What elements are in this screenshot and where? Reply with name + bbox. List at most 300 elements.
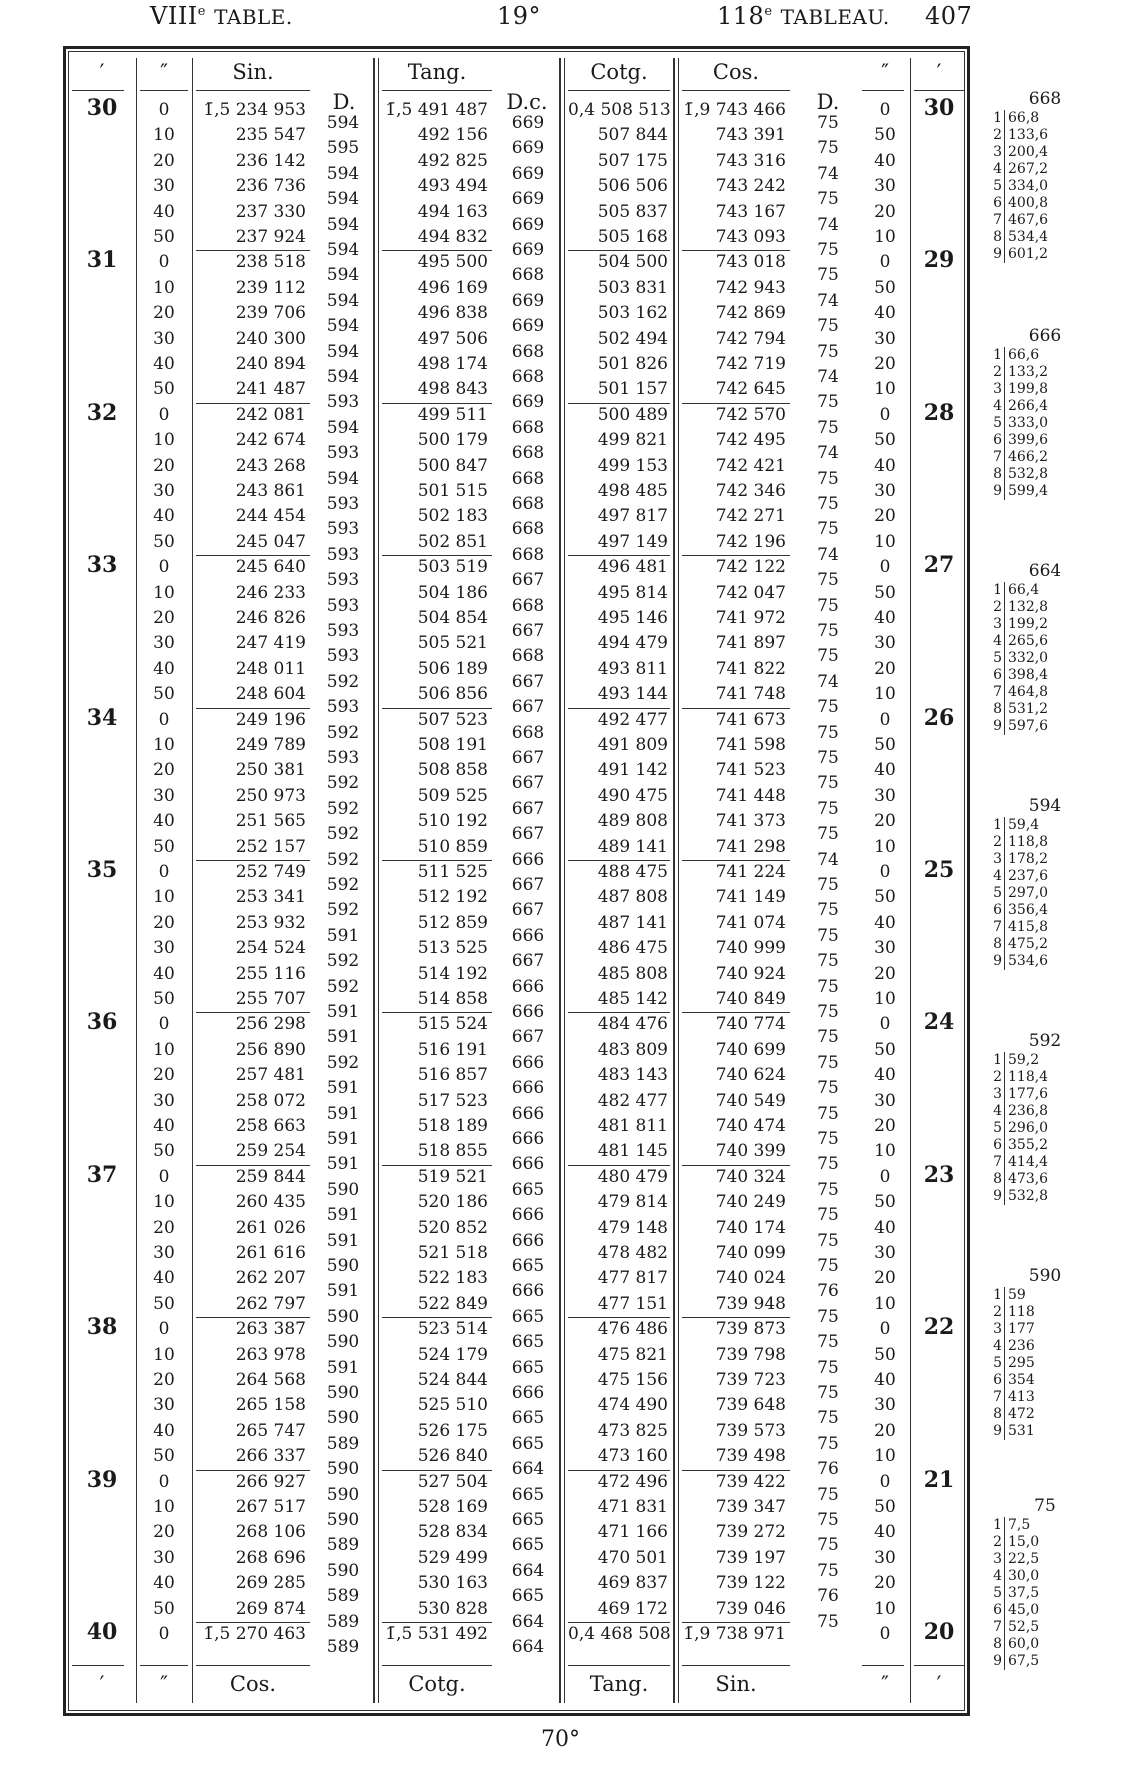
block-rule bbox=[568, 1012, 670, 1013]
second-label-left: 0 bbox=[158, 100, 170, 120]
d-cos-value: 75 bbox=[817, 722, 839, 743]
col-sep bbox=[564, 58, 565, 1703]
proportional-parts-value: 415,8 bbox=[1008, 919, 1049, 935]
proportional-parts-row bbox=[990, 1321, 1100, 1338]
cotg-value: 498 485 bbox=[597, 481, 668, 501]
d-sin-value: 589 bbox=[326, 1535, 360, 1556]
sin-value: 250 973 bbox=[235, 785, 306, 806]
second-label-left: 50 bbox=[153, 1446, 175, 1467]
proportional-parts-row bbox=[990, 381, 1100, 398]
sin-value: 265 158 bbox=[235, 1395, 306, 1416]
proportional-parts-value: 30,0 bbox=[1008, 1568, 1040, 1584]
dc-value: 666 bbox=[511, 1052, 545, 1073]
cotg-value: 505 168 bbox=[597, 227, 668, 247]
dc-value: 665 bbox=[511, 1510, 545, 1530]
dc-value: 667 bbox=[511, 875, 545, 895]
proportional-parts-multiplier: 5 bbox=[990, 178, 1005, 195]
sin-value: 248 011 bbox=[235, 658, 306, 679]
dc-value: 668 bbox=[511, 367, 545, 387]
cos-value: 741 224 bbox=[715, 862, 786, 882]
cos-value: 741 598 bbox=[715, 735, 786, 755]
d-sin-value: 591 bbox=[326, 1129, 360, 1149]
second-label-left: 10 bbox=[153, 582, 175, 603]
proportional-parts-row bbox=[990, 936, 1100, 953]
block-rule bbox=[568, 403, 670, 404]
dc-value: 666 bbox=[511, 925, 545, 946]
block-rule bbox=[568, 1470, 670, 1471]
cotg-value: 469 172 bbox=[597, 1598, 668, 1619]
dc-value: 669 bbox=[511, 290, 545, 311]
tang-value: 515 524 bbox=[417, 1014, 488, 1035]
cotg-value: 479 814 bbox=[597, 1192, 668, 1213]
d-sin-value: 589 bbox=[326, 1586, 360, 1607]
cos-value: 742 495 bbox=[715, 430, 786, 451]
d-sin-value: 590 bbox=[326, 1179, 360, 1200]
sin-value: 255 707 bbox=[235, 989, 306, 1009]
d-sin-value: 593 bbox=[326, 519, 360, 540]
d-sin-value: 593 bbox=[326, 697, 360, 718]
sin-value: 258 072 bbox=[235, 1090, 306, 1111]
cotg-value: 486 475 bbox=[597, 938, 668, 959]
second-label-right: 30 bbox=[874, 1547, 896, 1568]
dc-value: 667 bbox=[511, 1027, 545, 1048]
tang-value: 519 521 bbox=[417, 1166, 488, 1187]
block-rule bbox=[382, 1317, 492, 1318]
header-tableau-label: 118e TABLEAU. bbox=[717, 2, 890, 30]
sin-value: 243 268 bbox=[235, 455, 306, 476]
dc-value: 668 bbox=[511, 519, 545, 540]
d-cos-value: 75 bbox=[817, 1408, 839, 1429]
second-label-left: 10 bbox=[153, 430, 175, 451]
proportional-parts-value: 355,2 bbox=[1008, 1137, 1049, 1153]
minute-label-right: 24 bbox=[923, 1009, 955, 1036]
dc-value: 665 bbox=[511, 1332, 545, 1353]
dc-value: 665 bbox=[511, 1535, 545, 1556]
d-cos-value: 75 bbox=[817, 824, 839, 845]
proportional-parts-value: 531 bbox=[1008, 1423, 1035, 1439]
minute-label-left: 31 bbox=[86, 247, 118, 274]
proportional-parts-multiplier: 1 bbox=[990, 817, 1005, 834]
d-sin-value: 594 bbox=[326, 468, 360, 489]
cos-value: 741 373 bbox=[715, 811, 786, 832]
sin-value: 265 747 bbox=[235, 1420, 306, 1441]
cotg-value: 503 162 bbox=[597, 303, 668, 324]
proportional-parts-row bbox=[990, 466, 1100, 483]
proportional-parts-value: 133,6 bbox=[1008, 127, 1049, 143]
d-sin-value: 591 bbox=[326, 1027, 360, 1048]
proportional-parts-multiplier: 6 bbox=[990, 1137, 1005, 1154]
minute-label-right: 22 bbox=[923, 1314, 955, 1341]
d-cos-value: 75 bbox=[817, 316, 839, 337]
proportional-parts-value: 464,8 bbox=[1008, 684, 1049, 700]
proportional-parts-multiplier: 3 bbox=[990, 851, 1005, 868]
proportional-parts-header: 592 bbox=[1028, 1031, 1062, 1051]
minute-label-left: 36 bbox=[86, 1009, 118, 1036]
cos-value: 739 498 bbox=[715, 1446, 786, 1467]
proportional-parts-multiplier: 6 bbox=[990, 667, 1005, 684]
proportional-parts-value: 532,8 bbox=[1008, 466, 1049, 482]
sin-value: 240 894 bbox=[235, 354, 306, 374]
proportional-parts-multiplier: 4 bbox=[990, 1568, 1005, 1585]
proportional-parts-header: 666 bbox=[1028, 326, 1062, 346]
tang-value: 526 840 bbox=[417, 1446, 488, 1467]
sin-value: 263 387 bbox=[235, 1319, 306, 1340]
proportional-parts-value: 200,4 bbox=[1008, 144, 1049, 160]
second-label-right: 30 bbox=[874, 1090, 896, 1111]
proportional-parts-multiplier: 7 bbox=[990, 684, 1005, 701]
cos-value: 740 474 bbox=[715, 1116, 786, 1136]
d-cos-value: 75 bbox=[817, 494, 839, 514]
second-label-right: 10 bbox=[874, 379, 896, 400]
tang-value: 521 518 bbox=[417, 1243, 488, 1263]
dc-value: 668 bbox=[511, 265, 545, 286]
proportional-parts-value: 118 bbox=[1008, 1304, 1035, 1320]
second-label-left: 0 bbox=[158, 1624, 170, 1644]
d-sin-value: 594 bbox=[326, 189, 360, 210]
proportional-parts-multiplier: 5 bbox=[990, 1355, 1005, 1372]
cos-value: 739 648 bbox=[715, 1395, 786, 1416]
cos-value: 740 324 bbox=[715, 1166, 786, 1187]
proportional-parts-multiplier: 4 bbox=[990, 161, 1005, 178]
page-number: 407 bbox=[925, 2, 973, 30]
proportional-parts-row bbox=[990, 684, 1100, 701]
header-rule bbox=[682, 90, 790, 91]
cos-value: 742 122 bbox=[715, 557, 786, 578]
dc-value: 665 bbox=[511, 1306, 545, 1327]
sin-value: 250 381 bbox=[235, 760, 306, 781]
proportional-parts-multiplier: 2 bbox=[990, 834, 1005, 851]
second-label-left: 10 bbox=[153, 735, 175, 755]
col-header-second-right: ″ bbox=[881, 60, 889, 84]
proportional-parts-row bbox=[990, 1568, 1100, 1585]
cotg-value: 478 482 bbox=[597, 1243, 668, 1263]
d-sin-value: 591 bbox=[326, 1103, 360, 1124]
proportional-parts-row bbox=[990, 432, 1100, 449]
sin-value: 236 142 bbox=[235, 150, 306, 171]
second-label-left: 50 bbox=[153, 1293, 175, 1314]
tang-value: 512 192 bbox=[417, 887, 488, 908]
tang-value: 514 858 bbox=[417, 989, 488, 1009]
cos-value: 741 673 bbox=[715, 709, 786, 730]
sin-value: 242 081 bbox=[235, 404, 306, 425]
sin-value: 246 233 bbox=[235, 582, 306, 603]
col-header-d-sin: D. bbox=[332, 90, 356, 114]
cos-value: 740 399 bbox=[715, 1141, 786, 1162]
footer-rule bbox=[140, 1665, 188, 1666]
minute-label-right: 25 bbox=[923, 857, 955, 883]
proportional-parts-row bbox=[990, 1338, 1100, 1355]
tang-value: 520 186 bbox=[417, 1192, 488, 1213]
second-label-right: 40 bbox=[874, 760, 896, 781]
second-label-left: 30 bbox=[153, 785, 175, 806]
cotg-value: 482 477 bbox=[597, 1090, 668, 1111]
second-label-right: 20 bbox=[874, 506, 896, 527]
proportional-parts-multiplier: 2 bbox=[990, 599, 1005, 616]
cos-value: 742 346 bbox=[715, 481, 786, 501]
dc-value: 664 bbox=[511, 1560, 545, 1581]
d-cos-value: 75 bbox=[817, 1332, 839, 1353]
cotg-value: 469 837 bbox=[597, 1573, 668, 1594]
proportional-parts-multiplier: 6 bbox=[990, 902, 1005, 919]
sin-value: 266 337 bbox=[235, 1446, 306, 1467]
proportional-parts-multiplier: 1 bbox=[990, 110, 1005, 127]
proportional-parts-value: 45,0 bbox=[1008, 1602, 1040, 1618]
cotg-value: 497 817 bbox=[597, 506, 668, 527]
d-cos-value: 74 bbox=[817, 443, 839, 464]
sin-value: 237 330 bbox=[235, 201, 306, 222]
proportional-parts-value: 66,6 bbox=[1008, 347, 1040, 363]
minute-label-left: 34 bbox=[86, 704, 118, 731]
sin-value: 236 736 bbox=[235, 176, 306, 197]
proportional-parts-row bbox=[990, 1086, 1100, 1103]
d-sin-value: 593 bbox=[326, 494, 360, 514]
sin-value: 239 706 bbox=[235, 303, 306, 324]
d-cos-value: 75 bbox=[817, 1027, 839, 1048]
d-cos-value: 75 bbox=[817, 570, 839, 591]
dc-value: 665 bbox=[511, 1357, 545, 1378]
cos-value: 740 849 bbox=[715, 989, 786, 1009]
proportional-parts-value: 296,0 bbox=[1008, 1120, 1049, 1136]
second-label-left: 30 bbox=[153, 633, 175, 654]
col-footer-tang: Tang. bbox=[589, 1672, 649, 1696]
proportional-parts-value: 199,8 bbox=[1008, 381, 1049, 397]
proportional-parts-row bbox=[990, 347, 1100, 364]
tang-value: 1̄,5 491 487 bbox=[385, 100, 488, 120]
proportional-parts-row bbox=[990, 650, 1100, 667]
cos-value: 741 448 bbox=[715, 785, 786, 806]
tang-value: 506 189 bbox=[417, 658, 488, 679]
cotg-value: 499 821 bbox=[597, 430, 668, 451]
second-label-left: 10 bbox=[153, 277, 175, 298]
second-label-left: 30 bbox=[153, 1243, 175, 1263]
tang-value: 527 504 bbox=[417, 1471, 488, 1492]
cotg-value: 505 837 bbox=[597, 201, 668, 222]
cotg-value: 472 496 bbox=[597, 1471, 668, 1492]
proportional-parts-row bbox=[990, 718, 1100, 735]
second-label-left: 20 bbox=[153, 1217, 175, 1238]
proportional-parts-value: 265,6 bbox=[1008, 633, 1049, 649]
proportional-parts-row bbox=[990, 851, 1100, 868]
col-header-cos: Cos. bbox=[712, 60, 760, 84]
proportional-parts-multiplier: 6 bbox=[990, 1372, 1005, 1389]
sin-value: 246 826 bbox=[235, 608, 306, 628]
tang-value: 492 825 bbox=[417, 150, 488, 171]
cos-value: 739 347 bbox=[715, 1497, 786, 1517]
d-sin-value: 591 bbox=[326, 1078, 360, 1099]
cos-value: 742 047 bbox=[715, 582, 786, 603]
dc-value: 665 bbox=[511, 1256, 545, 1276]
cotg-value: 481 145 bbox=[597, 1141, 668, 1162]
proportional-parts-multiplier: 1 bbox=[990, 1517, 1005, 1534]
second-label-right: 40 bbox=[874, 912, 896, 933]
minute-label-right: 26 bbox=[923, 704, 955, 731]
sin-value: 235 547 bbox=[235, 125, 306, 146]
cos-value: 740 099 bbox=[715, 1243, 786, 1263]
proportional-parts-value: 398,4 bbox=[1008, 667, 1049, 683]
second-label-right: 10 bbox=[874, 684, 896, 705]
tang-value: 506 856 bbox=[417, 684, 488, 705]
proportional-parts-row bbox=[990, 834, 1100, 851]
col-footer-second-right: ″ bbox=[881, 1672, 889, 1696]
cos-value: 740 999 bbox=[715, 938, 786, 959]
dc-value: 667 bbox=[511, 951, 545, 972]
cotg-value: 503 831 bbox=[597, 277, 668, 298]
dc-value: 667 bbox=[511, 748, 545, 768]
proportional-parts-value: 60,0 bbox=[1008, 1636, 1040, 1652]
tang-value: 495 500 bbox=[417, 252, 488, 273]
proportional-parts-value: 534,6 bbox=[1008, 953, 1049, 969]
tang-value: 504 186 bbox=[417, 582, 488, 603]
d-sin-value: 593 bbox=[326, 392, 360, 413]
tang-value: 523 514 bbox=[417, 1319, 488, 1340]
d-cos-value: 75 bbox=[817, 1535, 839, 1556]
d-sin-value: 591 bbox=[326, 1281, 360, 1302]
col-footer-second: ″ bbox=[160, 1672, 168, 1696]
proportional-parts-row bbox=[990, 144, 1100, 161]
second-label-left: 20 bbox=[153, 455, 175, 476]
col-sep bbox=[192, 58, 193, 1703]
second-label-left: 20 bbox=[153, 608, 175, 628]
sin-value: 256 890 bbox=[235, 1039, 306, 1060]
sin-value: 264 568 bbox=[235, 1370, 306, 1390]
second-label-right: 20 bbox=[874, 1573, 896, 1594]
proportional-parts-value: 334,0 bbox=[1008, 178, 1049, 194]
tang-value: 518 855 bbox=[417, 1141, 488, 1162]
cotg-value: 501 157 bbox=[597, 379, 668, 400]
proportional-parts-row bbox=[990, 1052, 1100, 1069]
d-cos-value: 75 bbox=[817, 748, 839, 768]
sin-value: 260 435 bbox=[235, 1192, 306, 1213]
second-label-left: 0 bbox=[158, 404, 170, 425]
proportional-parts-value: 66,4 bbox=[1008, 582, 1040, 598]
proportional-parts-multiplier: 7 bbox=[990, 1619, 1005, 1636]
second-label-right: 50 bbox=[874, 1344, 896, 1365]
cotg-value: 504 500 bbox=[597, 252, 668, 273]
dc-value: 666 bbox=[511, 1078, 545, 1099]
cotg-value: 487 141 bbox=[597, 912, 668, 933]
d-cos-value: 75 bbox=[817, 1433, 839, 1454]
d-sin-value: 592 bbox=[326, 976, 360, 997]
d-cos-value: 75 bbox=[817, 925, 839, 946]
block-rule bbox=[196, 555, 310, 556]
proportional-parts-value: 599,4 bbox=[1008, 483, 1049, 499]
d-cos-value: 76 bbox=[817, 1459, 839, 1480]
cos-value: 741 972 bbox=[715, 608, 786, 628]
dc-value: 666 bbox=[511, 1103, 545, 1124]
proportional-parts-multiplier: 2 bbox=[990, 1304, 1005, 1321]
proportional-parts-row bbox=[990, 1602, 1100, 1619]
proportional-parts-row bbox=[990, 1423, 1100, 1440]
proportional-parts-row bbox=[990, 1188, 1100, 1205]
proportional-parts-value: 354 bbox=[1008, 1372, 1035, 1388]
minute-label-left: 40 bbox=[86, 1619, 118, 1645]
cos-value: 739 122 bbox=[715, 1573, 786, 1594]
second-label-left: 0 bbox=[158, 862, 170, 882]
dc-value: 666 bbox=[511, 1129, 545, 1149]
proportional-parts-multiplier: 8 bbox=[990, 466, 1005, 483]
cotg-value: 502 494 bbox=[597, 328, 668, 349]
block-rule bbox=[196, 1165, 310, 1166]
d-cos-value: 75 bbox=[817, 113, 839, 133]
proportional-parts-value: 66,8 bbox=[1008, 110, 1040, 126]
proportional-parts-row bbox=[990, 902, 1100, 919]
sin-value: 249 196 bbox=[235, 709, 306, 730]
d-sin-value: 592 bbox=[326, 824, 360, 845]
footer-rule bbox=[72, 1665, 124, 1666]
tang-value: 513 525 bbox=[417, 938, 488, 959]
proportional-parts-value: 601,2 bbox=[1008, 246, 1049, 262]
cotg-value: 495 814 bbox=[597, 582, 668, 603]
second-label-left: 40 bbox=[153, 1573, 175, 1594]
block-rule bbox=[196, 1470, 310, 1471]
d-sin-value: 593 bbox=[326, 646, 360, 667]
cos-value: 739 798 bbox=[715, 1344, 786, 1365]
second-label-right: 0 bbox=[879, 1166, 891, 1187]
second-label-left: 40 bbox=[153, 201, 175, 222]
second-label-right: 20 bbox=[874, 1268, 896, 1289]
second-label-left: 40 bbox=[153, 811, 175, 832]
cos-value: 742 943 bbox=[715, 277, 786, 298]
cos-value: 739 422 bbox=[715, 1471, 786, 1492]
cos-value: 743 391 bbox=[715, 125, 786, 146]
d-sin-value: 592 bbox=[326, 798, 360, 819]
dc-value: 666 bbox=[511, 849, 545, 870]
cotg-value: 480 479 bbox=[597, 1166, 668, 1187]
dc-value: 666 bbox=[511, 1281, 545, 1302]
proportional-parts-header: 594 bbox=[1028, 796, 1062, 816]
second-label-right: 20 bbox=[874, 354, 896, 374]
d-cos-value: 76 bbox=[817, 1586, 839, 1607]
cos-value: 740 174 bbox=[715, 1217, 786, 1238]
block-rule bbox=[568, 708, 670, 709]
second-label-right: 50 bbox=[874, 1039, 896, 1060]
proportional-parts-multiplier: 3 bbox=[990, 381, 1005, 398]
proportional-parts-row bbox=[990, 195, 1100, 212]
second-label-right: 40 bbox=[874, 455, 896, 476]
proportional-parts-value: 332,0 bbox=[1008, 650, 1049, 666]
cos-value: 743 093 bbox=[715, 227, 786, 247]
proportional-parts-row bbox=[990, 868, 1100, 885]
proportional-parts-header: 664 bbox=[1028, 561, 1062, 581]
footer-rule bbox=[382, 1665, 492, 1666]
tang-value: 525 510 bbox=[417, 1395, 488, 1416]
block-rule bbox=[382, 1470, 492, 1471]
dc-value: 668 bbox=[511, 595, 545, 616]
second-label-left: 50 bbox=[153, 531, 175, 552]
d-sin-value: 590 bbox=[326, 1560, 360, 1581]
second-label-left: 30 bbox=[153, 328, 175, 349]
sin-value: 269 285 bbox=[235, 1573, 306, 1594]
dc-value: 669 bbox=[511, 240, 545, 260]
col-header-tang: Tang. bbox=[407, 60, 467, 84]
block-rule bbox=[196, 403, 310, 404]
proportional-parts-row bbox=[990, 1534, 1100, 1551]
second-label-right: 50 bbox=[874, 277, 896, 298]
sin-value: 245 640 bbox=[235, 557, 306, 578]
tang-value: 499 511 bbox=[417, 404, 488, 425]
cos-value: 742 869 bbox=[715, 303, 786, 324]
second-label-right: 0 bbox=[879, 862, 891, 882]
proportional-parts-row bbox=[990, 212, 1100, 229]
proportional-parts-value: 178,2 bbox=[1008, 851, 1049, 867]
proportional-parts-multiplier: 4 bbox=[990, 868, 1005, 885]
d-sin-value: 595 bbox=[326, 138, 360, 159]
proportional-parts-row bbox=[990, 1389, 1100, 1406]
proportional-parts-multiplier: 1 bbox=[990, 1052, 1005, 1069]
block-rule bbox=[682, 860, 790, 861]
tang-value: 516 191 bbox=[417, 1039, 488, 1060]
cotg-value: 507 844 bbox=[597, 125, 668, 146]
